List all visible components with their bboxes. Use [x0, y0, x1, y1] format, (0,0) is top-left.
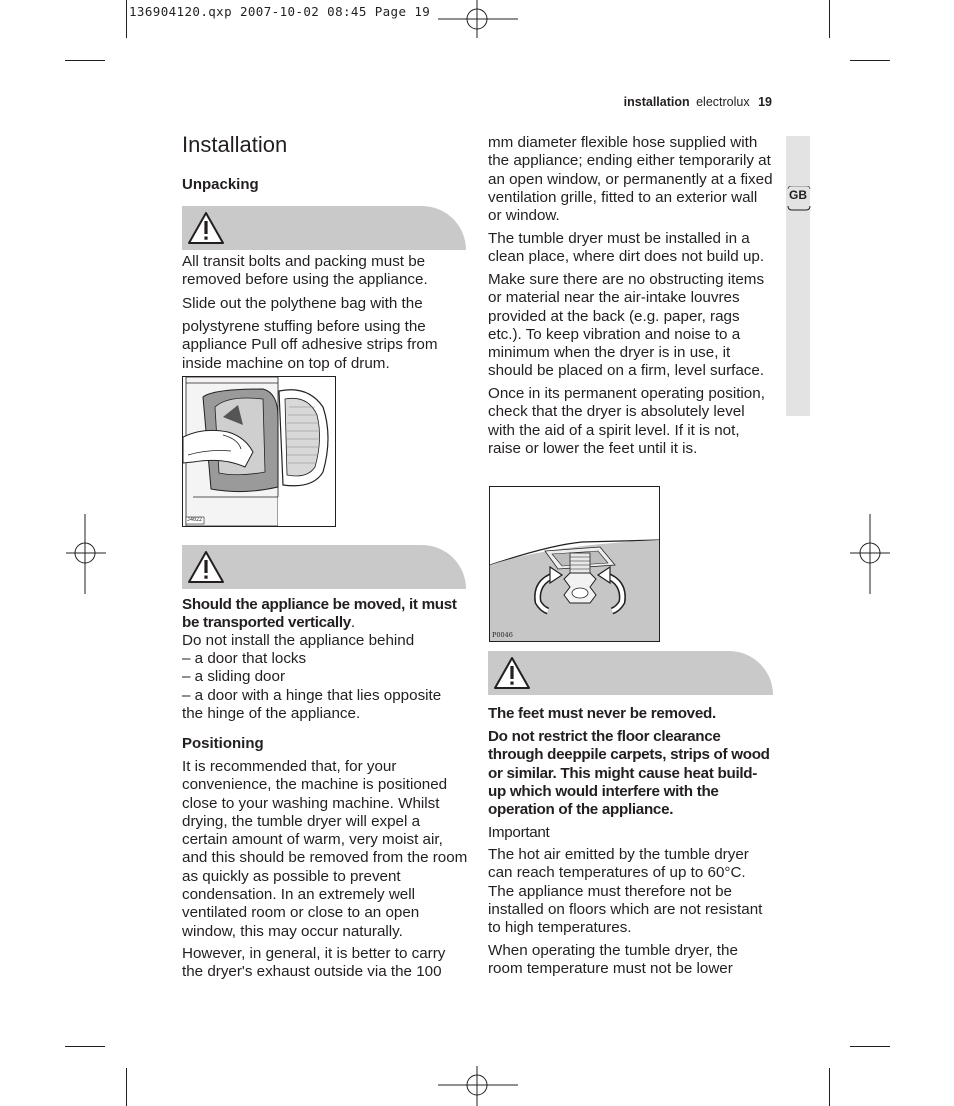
- crop-mark: [65, 1046, 105, 1047]
- positioning-paragraph-2: However, in general, it is better to carry the dryer's exhaust outside via the 100: [182, 945, 446, 981]
- warning-triangle-icon: [186, 549, 226, 585]
- registration-mark-icon: [850, 514, 890, 594]
- warning-triangle-icon: [492, 655, 532, 691]
- moved-warning-bold: Should the appliance be moved, it must be transported vertically: [182, 596, 457, 632]
- install-intro: Do not install the appliance behind: [182, 632, 415, 649]
- header-page-number: 19: [758, 95, 772, 109]
- language-badge-outline: [786, 186, 811, 212]
- levelling-paragraph: Once in its permanent operating position, check that the dryer is absolutely level with the aid of a spirit level. If it is not, raise or lower the feet until it is.: [488, 385, 765, 457]
- moved-warning-text: [182, 596, 466, 633]
- room-temperature-paragraph: When operating the tumble dryer, the room temperature must not be lower: [488, 942, 738, 978]
- hot-air-paragraph: The hot air emitted by the tumble dryer can reach temperatures of up to 60°C. The appliance must therefore not be installed on floors which are not resistant to high temperatures.: [488, 846, 763, 937]
- foot-adjustment-illustration: [489, 486, 660, 642]
- registration-mark-icon: [438, 1066, 518, 1106]
- crop-mark: [829, 1068, 830, 1106]
- crop-mark: [829, 0, 830, 38]
- registration-mark-icon: [438, 0, 518, 40]
- important-label: Important: [488, 824, 550, 841]
- warning-bar: [182, 545, 466, 589]
- install-list-item: – a door that locks: [182, 650, 307, 667]
- header-section: installation: [623, 95, 690, 109]
- crop-mark: [65, 60, 105, 61]
- positioning-paragraph-1: It is recommended that, for your convenience, the machine is positioned close to your washing machine. Whilst drying, the tumble dryer will expel a certain amount of warm, very moist air, and this should be removed from the room as quickly as possible to prevent condensation. In an extremely well ventilated room or close to an open window, this may occur naturally.: [182, 758, 468, 940]
- crop-mark: [126, 0, 127, 38]
- floor-clearance-warning: Do not restrict the floor clearance through deeppile carpets, strips of wood or similar. This might cause heat build-up which would interfere with the operation of the appliance.: [488, 728, 770, 819]
- warning-bar: [182, 206, 466, 250]
- running-header: [600, 95, 772, 109]
- unpacking-paragraph-2: Slide out the polythene bag with the: [182, 295, 423, 312]
- crop-mark: [850, 1046, 890, 1047]
- unpacking-heading: Unpacking: [182, 176, 259, 193]
- unpacking-illustration: [182, 376, 336, 527]
- language-badge: GB: [789, 188, 807, 202]
- obstruction-paragraph: Make sure there are no obstructing items or material near the air-intake louvres provided at the back (e.g. paper, rags etc.). To keep vibration and noise to a minimum when the dryer is in use, it should be placed on a firm, level surface.: [488, 271, 765, 380]
- unpacking-paragraph-3: polystyrene stuffing before using the appliance Pull off adhesive strips from inside machine on top of drum.: [182, 318, 438, 372]
- moved-warning-period: .: [350, 614, 356, 632]
- warning-triangle-icon: [186, 210, 226, 246]
- print-slug: 136904120.qxp 2007-10-02 08:45 Page 19: [129, 4, 431, 19]
- side-language-tab: [786, 136, 810, 416]
- positioning-heading: Positioning: [182, 735, 264, 752]
- feet-warning: The feet must never be removed.: [488, 705, 716, 722]
- unpacking-paragraph-1: All transit bolts and packing must be removed before using the appliance.: [182, 253, 428, 289]
- install-list-item: – a door with a hinge that lies opposite the hinge of the appliance.: [182, 687, 442, 723]
- figure-label: J4022: [187, 517, 203, 523]
- page-title: Installation: [182, 132, 288, 157]
- clean-place-paragraph: The tumble dryer must be installed in a clean place, where dirt does not build up.: [488, 230, 765, 266]
- registration-mark-icon: [66, 514, 106, 594]
- header-brand: electrolux: [696, 95, 750, 109]
- hose-paragraph: mm diameter flexible hose supplied with the appliance; ending either temporarily at an open window, or permanently at a fixed ventilation grille, fitted to an exterior wall or window.: [488, 134, 773, 225]
- crop-mark: [850, 60, 890, 61]
- crop-mark: [126, 1068, 127, 1106]
- figure-label: P0046: [492, 631, 513, 639]
- warning-bar: [488, 651, 773, 695]
- install-list-item: – a sliding door: [182, 668, 286, 685]
